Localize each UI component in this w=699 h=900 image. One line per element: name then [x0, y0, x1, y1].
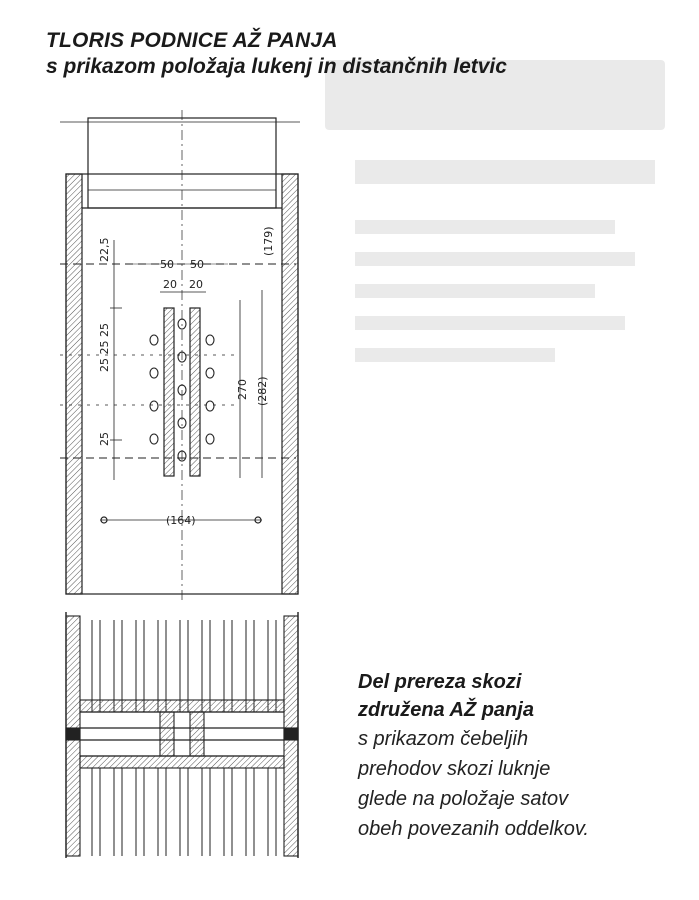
page-subtitle: s prikazom položaja lukenj in distančnih letvic — [46, 55, 507, 78]
hole — [206, 401, 214, 411]
upper-top-bar — [80, 700, 284, 712]
hole — [206, 434, 214, 444]
hole — [150, 335, 158, 345]
dim-top-left: 22,5 — [98, 237, 111, 262]
section-spacer-right — [190, 712, 204, 756]
left-joint — [66, 728, 80, 740]
hole — [150, 434, 158, 444]
caption-line: s prikazom čebeljih — [358, 728, 529, 750]
spacer-strip-right — [190, 308, 200, 476]
hole — [206, 368, 214, 378]
lower-bottom-bar — [80, 756, 284, 768]
page-title: TLORIS PODNICE AŽ PANJA — [46, 29, 338, 52]
dim-fifty-a: 50 — [160, 258, 174, 271]
section-view — [66, 612, 298, 858]
lower-comb-frames — [92, 768, 276, 856]
dim-strip-b: 20 — [189, 278, 203, 291]
dim-bottom-left: 25 — [98, 432, 111, 446]
dim-strip-a: 20 — [163, 278, 177, 291]
right-joint — [284, 728, 298, 740]
caption-line: prehodov skozi luknje — [358, 758, 551, 780]
section-caption — [358, 668, 688, 844]
dim-left-stack: 25 25 25 — [98, 323, 111, 372]
section-spacer-left — [160, 712, 174, 756]
hole — [206, 335, 214, 345]
dimension-labels — [98, 226, 275, 527]
caption-line: glede na položaje satov — [358, 788, 569, 810]
spacer-strip-left — [164, 308, 174, 476]
hole — [150, 368, 158, 378]
caption-line: obeh povezanih oddelkov. — [358, 818, 589, 840]
dim-fifty-b: 50 — [190, 258, 204, 271]
hole — [150, 401, 158, 411]
dim-vert-282: (282) — [256, 376, 269, 406]
dim-right-179: (179) — [262, 226, 275, 256]
caption-title-line-2: združena AŽ panja — [358, 699, 534, 721]
upper-comb-frames — [92, 620, 276, 712]
left-wall — [66, 174, 82, 594]
caption-title-line-1: Del prereza skozi — [358, 671, 522, 693]
dim-vert-270: 270 — [236, 379, 249, 400]
dim-width-164: (164) — [166, 514, 196, 527]
right-wall — [282, 174, 298, 594]
